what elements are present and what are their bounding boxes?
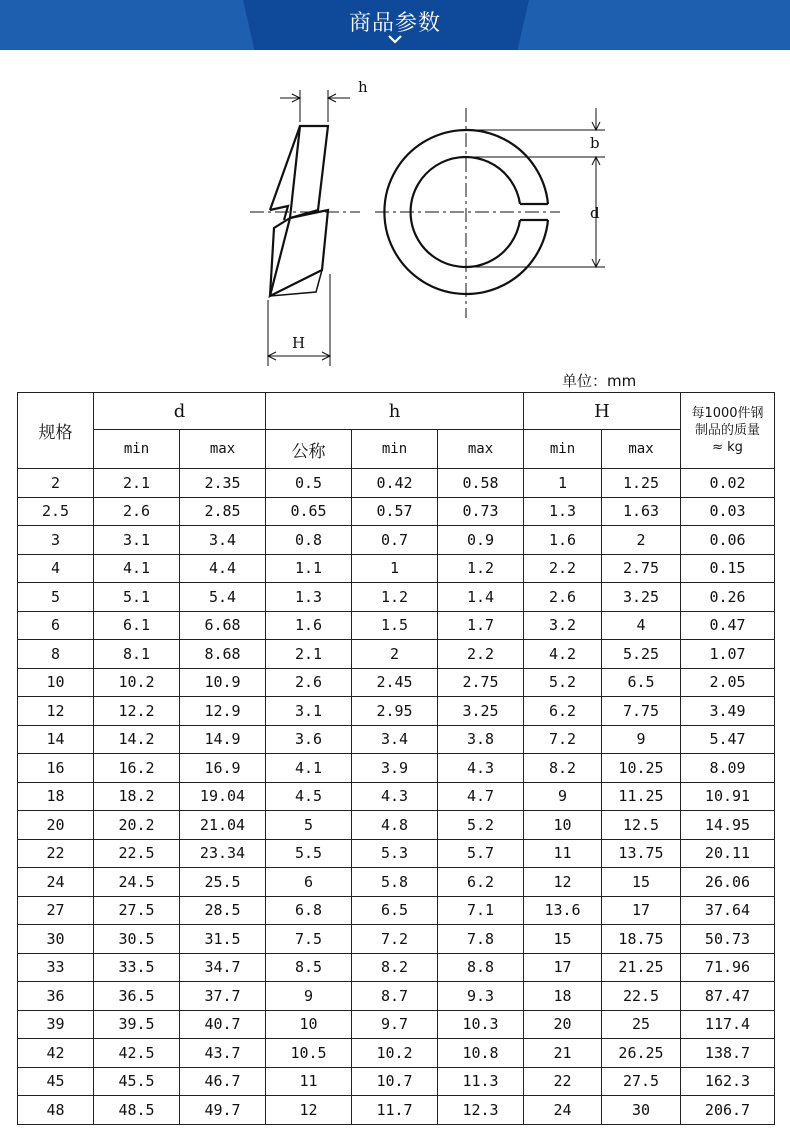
table-cell: 7.75 [602,697,681,726]
table-cell: 16.2 [94,754,180,783]
header-H-max: max [602,430,681,469]
table-cell: 6.2 [438,868,524,897]
table-cell: 45.5 [94,1067,180,1096]
table-cell: 0.8 [266,526,352,555]
table-cell: 5.2 [438,811,524,840]
table-row [18,611,775,640]
table-cell: 33 [18,953,94,982]
table-cell: 3.1 [266,697,352,726]
table-cell: 42.5 [94,1039,180,1068]
table-row [18,896,775,925]
table-cell: 21.04 [180,811,266,840]
table-cell: 12 [524,868,602,897]
table-cell: 20 [18,811,94,840]
table-row [18,982,775,1011]
table-cell: 10.9 [180,668,266,697]
table-cell: 13.6 [524,896,602,925]
table-cell: 37.64 [681,896,775,925]
table-cell: 30 [18,925,94,954]
table-cell: 39.5 [94,1010,180,1039]
table-cell: 49.7 [180,1096,266,1125]
table-cell: 8.09 [681,754,775,783]
table-row [18,811,775,840]
table-cell: 3.9 [352,754,438,783]
table-cell: 0.15 [681,554,775,583]
table-cell: 45 [18,1067,94,1096]
table-cell: 1.63 [602,497,681,526]
header-h-nominal: 公称 [266,430,352,469]
table-cell: 33.5 [94,953,180,982]
table-cell: 12.3 [438,1096,524,1125]
table-cell: 8.5 [266,953,352,982]
table-cell: 3.4 [180,526,266,555]
table-cell: 8.68 [180,640,266,669]
table-cell: 1.2 [352,583,438,612]
washer-drawing [0,60,790,380]
table-cell: 1.7 [438,611,524,640]
table-cell: 2.6 [266,668,352,697]
table-cell: 21.25 [602,953,681,982]
table-cell: 17 [524,953,602,982]
table-cell: 25.5 [180,868,266,897]
table-cell: 5.8 [352,868,438,897]
table-cell: 10.2 [94,668,180,697]
table-cell: 26.25 [602,1039,681,1068]
table-cell: 10.8 [438,1039,524,1068]
table-row [18,925,775,954]
table-cell: 24 [18,868,94,897]
table-cell: 9 [524,782,602,811]
table-cell: 2.75 [438,668,524,697]
table-row [18,782,775,811]
table-cell: 10.5 [266,1039,352,1068]
table-cell: 8.2 [524,754,602,783]
table-cell: 37.7 [180,982,266,1011]
table-cell: 10.2 [352,1039,438,1068]
table-cell: 9.3 [438,982,524,1011]
table-row [18,1067,775,1096]
table-cell: 11 [266,1067,352,1096]
header-mass-line3: ≈ kg [712,440,743,455]
table-cell: 13.75 [602,839,681,868]
table-cell: 9 [602,725,681,754]
table-cell: 30.5 [94,925,180,954]
table-cell: 9.7 [352,1010,438,1039]
table-cell: 10.3 [438,1010,524,1039]
table-row [18,839,775,868]
header-mass [681,393,775,469]
table-cell: 1 [524,469,602,498]
table-cell: 1.6 [524,526,602,555]
table-cell: 11.3 [438,1067,524,1096]
table-cell: 11.7 [352,1096,438,1125]
table-cell: 43.7 [180,1039,266,1068]
table-cell: 16 [18,754,94,783]
table-cell: 3.4 [352,725,438,754]
table-cell: 27 [18,896,94,925]
table-cell: 0.03 [681,497,775,526]
table-cell: 10 [18,668,94,697]
table-cell: 162.3 [681,1067,775,1096]
table-cell: 4.5 [266,782,352,811]
table-cell: 6.2 [524,697,602,726]
table-cell: 25 [602,1010,681,1039]
table-cell: 206.7 [681,1096,775,1125]
table-cell: 16.9 [180,754,266,783]
table-row [18,697,775,726]
table-cell: 11 [524,839,602,868]
table-cell: 5.47 [681,725,775,754]
table-cell: 12.9 [180,697,266,726]
table-cell: 2.2 [524,554,602,583]
table-row [18,754,775,783]
table-cell: 40.7 [180,1010,266,1039]
table-row [18,953,775,982]
table-cell: 2.2 [438,640,524,669]
table-cell: 2.1 [94,469,180,498]
table-cell: 87.47 [681,982,775,1011]
table-cell: 138.7 [681,1039,775,1068]
table-cell: 6.5 [602,668,681,697]
table-cell: 8 [18,640,94,669]
table-cell: 3.25 [438,697,524,726]
table-cell: 0.06 [681,526,775,555]
table-cell: 2.45 [352,668,438,697]
table-cell: 26.06 [681,868,775,897]
table-cell: 7.5 [266,925,352,954]
table-cell: 6 [266,868,352,897]
table-cell: 1.07 [681,640,775,669]
table-cell: 30 [602,1096,681,1125]
table-cell: 7.2 [524,725,602,754]
table-cell: 27.5 [94,896,180,925]
table-cell: 8.2 [352,953,438,982]
table-cell: 1.3 [524,497,602,526]
table-cell: 5.25 [602,640,681,669]
unit-label: 单位：mm [562,372,637,390]
table-cell: 4.1 [94,554,180,583]
table-cell: 14 [18,725,94,754]
table-cell: 4 [602,611,681,640]
table-cell: 0.9 [438,526,524,555]
table-cell: 5.3 [352,839,438,868]
table-cell: 4.8 [352,811,438,840]
label-h: h [358,78,368,96]
table-cell: 10 [524,811,602,840]
table-cell: 6 [18,611,94,640]
table-cell: 15 [524,925,602,954]
table-cell: 2.6 [524,583,602,612]
table-cell: 1.6 [266,611,352,640]
table-cell: 0.57 [352,497,438,526]
table-cell: 23.34 [180,839,266,868]
table-cell: 18 [18,782,94,811]
table-cell: 14.95 [681,811,775,840]
table-cell: 0.5 [266,469,352,498]
table-cell: 10.25 [602,754,681,783]
table-cell: 27.5 [602,1067,681,1096]
header-h: h [266,393,524,430]
table-cell: 12 [266,1096,352,1125]
table-cell: 2.5 [18,497,94,526]
table-cell: 6.5 [352,896,438,925]
table-cell: 46.7 [180,1067,266,1096]
label-H: H [292,334,306,352]
table-cell: 0.58 [438,469,524,498]
header-spec: 规格 [18,393,94,469]
table-cell: 22 [524,1067,602,1096]
table-cell: 1.4 [438,583,524,612]
table-cell: 36.5 [94,982,180,1011]
table-cell: 0.47 [681,611,775,640]
table-cell: 5.1 [94,583,180,612]
table-cell: 7.8 [438,925,524,954]
table-cell: 2.05 [681,668,775,697]
table-cell: 1.3 [266,583,352,612]
table-cell: 3.6 [266,725,352,754]
header-d-min: min [94,430,180,469]
table-row [18,640,775,669]
table-cell: 9 [266,982,352,1011]
table-cell: 4.4 [180,554,266,583]
table-row [18,1039,775,1068]
table-cell: 36 [18,982,94,1011]
table-row [18,469,775,498]
table-cell: 7.2 [352,925,438,954]
table-cell: 3.8 [438,725,524,754]
table-cell: 31.5 [180,925,266,954]
table-cell: 17 [602,896,681,925]
table-cell: 22 [18,839,94,868]
label-d: d [590,204,600,222]
table-cell: 14.9 [180,725,266,754]
table-cell: 8.8 [438,953,524,982]
table-cell: 0.26 [681,583,775,612]
table-cell: 4.1 [266,754,352,783]
table-cell: 48 [18,1096,94,1125]
table-cell: 10.7 [352,1067,438,1096]
table-cell: 2.1 [266,640,352,669]
table-cell: 10 [266,1010,352,1039]
table-cell: 3.2 [524,611,602,640]
table-cell: 1.1 [266,554,352,583]
page-title: 商品参数 [348,11,441,36]
table-cell: 11.25 [602,782,681,811]
table-cell: 12.5 [602,811,681,840]
table-cell: 5.4 [180,583,266,612]
table-cell: 8.7 [352,982,438,1011]
table-cell: 3.25 [602,583,681,612]
spec-table [17,392,775,1125]
table-cell: 1.25 [602,469,681,498]
table-cell: 20 [524,1010,602,1039]
table-cell: 5.5 [266,839,352,868]
header-h-min: min [352,430,438,469]
table-cell: 0.02 [681,469,775,498]
table-cell: 3 [18,526,94,555]
table-cell: 24 [524,1096,602,1125]
table-row [18,668,775,697]
table-cell: 22.5 [94,839,180,868]
label-b: b [590,134,600,152]
table-cell: 3.49 [681,697,775,726]
table-cell: 0.42 [352,469,438,498]
header-H: H [524,393,681,430]
table-cell: 21 [524,1039,602,1068]
table-cell: 2 [602,526,681,555]
table-cell: 3.1 [94,526,180,555]
table-cell: 22.5 [602,982,681,1011]
table-cell: 6.1 [94,611,180,640]
table-cell: 8.1 [94,640,180,669]
chevron-down-icon [388,34,402,44]
table-cell: 15 [602,868,681,897]
table-cell: 50.73 [681,925,775,954]
table-row [18,725,775,754]
header-d-max: max [180,430,266,469]
table-cell: 4.2 [524,640,602,669]
table-cell: 2.75 [602,554,681,583]
table-cell: 18 [524,982,602,1011]
table-cell: 1.2 [438,554,524,583]
table-row [18,1096,775,1125]
table-cell: 2.95 [352,697,438,726]
header-mass-line1: 每1000件钢 [691,406,764,421]
header-H-min: min [524,430,602,469]
table-cell: 0.73 [438,497,524,526]
table-cell: 5.7 [438,839,524,868]
table-cell: 4.3 [438,754,524,783]
table-cell: 28.5 [180,896,266,925]
table-row [18,497,775,526]
table-cell: 4.3 [352,782,438,811]
table-row [18,554,775,583]
table-cell: 2 [352,640,438,669]
header-d: d [94,393,266,430]
table-cell: 1 [352,554,438,583]
table-cell: 34.7 [180,953,266,982]
table-row [18,868,775,897]
table-cell: 2.35 [180,469,266,498]
table-cell: 5 [18,583,94,612]
table-cell: 2.6 [94,497,180,526]
table-row [18,1010,775,1039]
table-cell: 5 [266,811,352,840]
table-cell: 2 [18,469,94,498]
table-cell: 24.5 [94,868,180,897]
table-cell: 2.85 [180,497,266,526]
table-cell: 0.7 [352,526,438,555]
table-cell: 14.2 [94,725,180,754]
table-cell: 1.5 [352,611,438,640]
table-cell: 42 [18,1039,94,1068]
table-cell: 117.4 [681,1010,775,1039]
table-cell: 20.2 [94,811,180,840]
table-cell: 7.1 [438,896,524,925]
table-cell: 48.5 [94,1096,180,1125]
table-cell: 12.2 [94,697,180,726]
table-cell: 4.7 [438,782,524,811]
table-cell: 20.11 [681,839,775,868]
table-row [18,526,775,555]
header-h-max: max [438,430,524,469]
table-cell: 6.8 [266,896,352,925]
table-cell: 18.2 [94,782,180,811]
table-cell: 39 [18,1010,94,1039]
table-cell: 6.68 [180,611,266,640]
table-cell: 0.65 [266,497,352,526]
table-cell: 18.75 [602,925,681,954]
table-cell: 4 [18,554,94,583]
table-cell: 19.04 [180,782,266,811]
header-banner [0,0,790,50]
table-cell: 10.91 [681,782,775,811]
table-cell: 5.2 [524,668,602,697]
table-row [18,583,775,612]
header-mass-line2: 制品的质量 [694,423,760,438]
table-cell: 12 [18,697,94,726]
table-cell: 71.96 [681,953,775,982]
